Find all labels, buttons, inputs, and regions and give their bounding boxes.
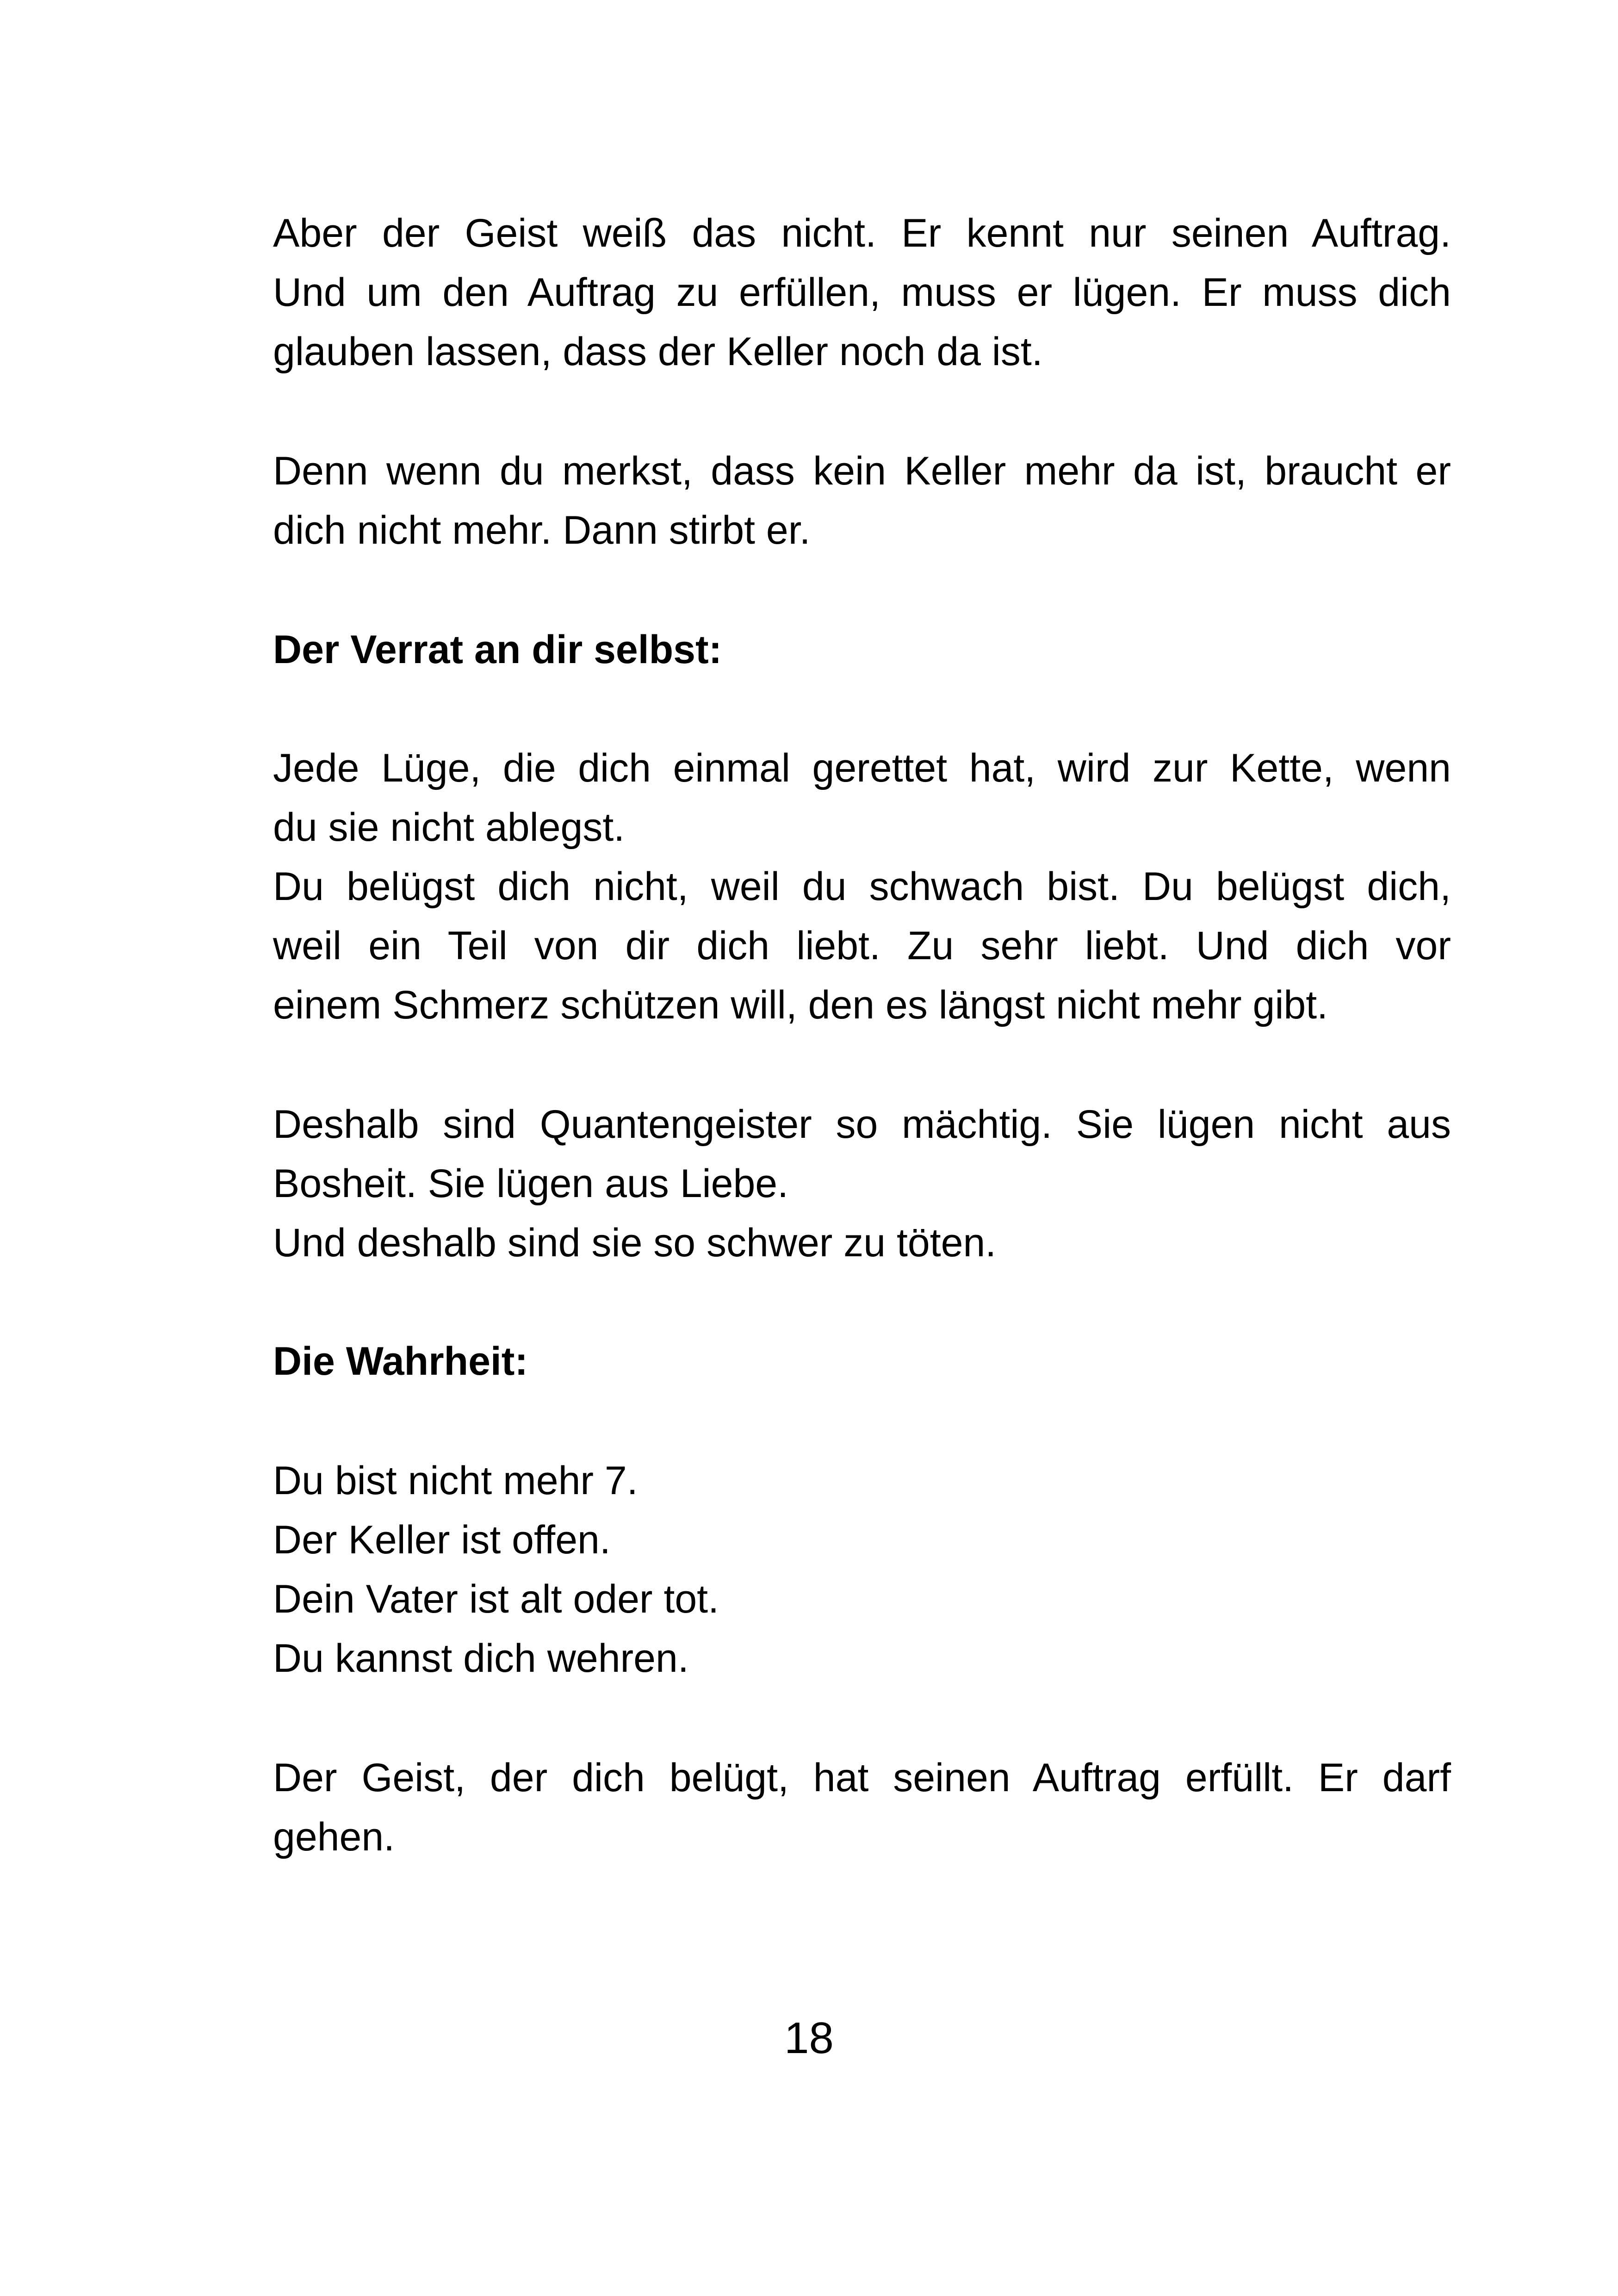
text-line: Du bist nicht mehr 7. [273, 1458, 638, 1503]
text-line: Der Keller ist offen. [273, 1518, 611, 1562]
paragraph-keller-stirbt [273, 441, 1451, 560]
text-line: Denn wenn du merkst, dass kein Keller mehr da ist, braucht er [273, 449, 1451, 493]
text-line: Du belügst dich nicht, weil du schwach bist. Du belügst dich, [273, 864, 1451, 909]
text-line: Aber der Geist weiß das nicht. Er kennt nur seinen Auftrag. [273, 211, 1451, 255]
text-line: Und deshalb sind sie so schwer zu töten. [273, 1221, 997, 1265]
text-line: weil ein Teil von dir dich liebt. Zu sehr liebt. Und dich vor [273, 924, 1451, 968]
paragraph-luege-kette [273, 738, 1451, 1035]
text-line: Bosheit. Sie lügen aus Liebe. [273, 1161, 789, 1206]
paragraph-geist-auftrag [273, 204, 1451, 381]
paragraph-wahrheit-liste [273, 1451, 1451, 1688]
text-line: glauben lassen, dass der Keller noch da ist. [273, 329, 1043, 374]
heading-text: Die Wahrheit: [273, 1339, 528, 1384]
heading-text: Der Verrat an dir selbst: [273, 627, 722, 672]
text-line: einem Schmerz schützen will, den es längst nicht mehr gibt. [273, 983, 1328, 1027]
section-heading-wahrheit [273, 1332, 1451, 1391]
paragraph-quantengeister [273, 1095, 1451, 1272]
text-line: Und um den Auftrag zu erfüllen, muss er lügen. Er muss dich [273, 270, 1451, 315]
text-line: du sie nicht ablegst. [273, 805, 625, 850]
text-line: Deshalb sind Quantengeister so mächtig. Sie lügen nicht aus [273, 1102, 1451, 1147]
text-line: gehen. [273, 1815, 395, 1859]
section-heading-verrat [273, 620, 1451, 679]
text-line: Dein Vater ist alt oder tot. [273, 1577, 719, 1621]
text-line: Der Geist, der dich belügt, hat seinen Auftrag erfüllt. Er darf [273, 1756, 1451, 1800]
text-line: Du kannst dich wehren. [273, 1636, 689, 1681]
page-number: 18 [784, 2013, 834, 2063]
text-line: dich nicht mehr. Dann stirbt er. [273, 508, 811, 552]
text-line: Jede Lüge, die dich einmal gerettet hat, wird zur Kette, wenn [273, 746, 1451, 790]
paragraph-geist-gehen [273, 1748, 1451, 1867]
